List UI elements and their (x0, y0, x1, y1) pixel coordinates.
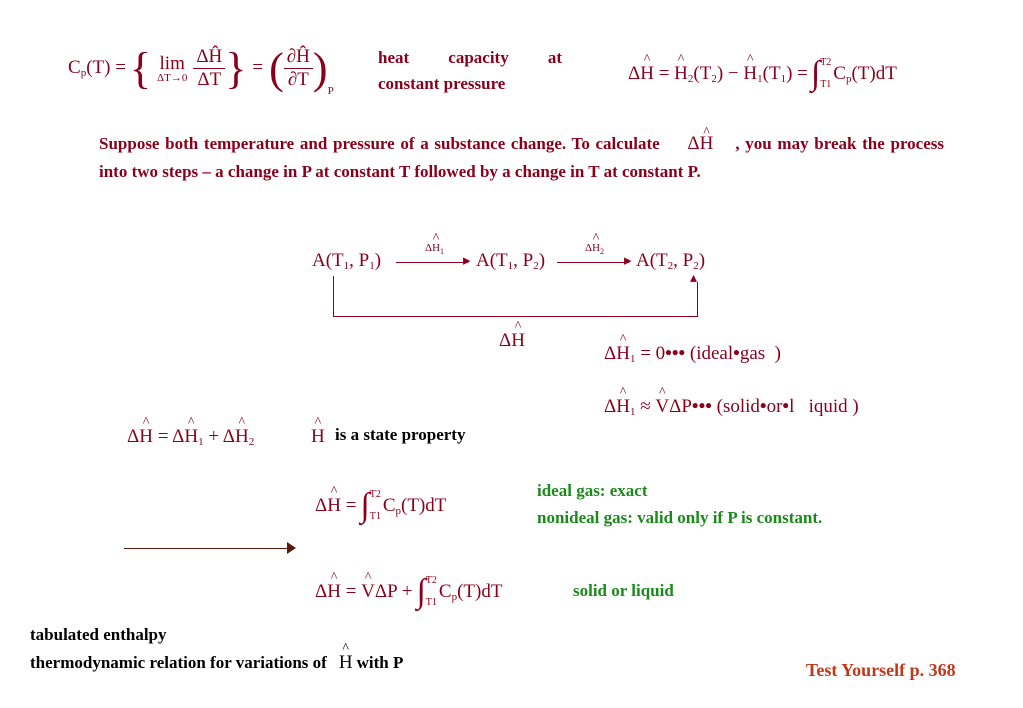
step2-label: Δ^ $H_2$ (585, 242, 604, 256)
footer-tabulated-enthalpy: tabulated enthalpy (30, 625, 167, 644)
left-paren: ( (269, 43, 284, 93)
cp-definition-lhs: $C_p(T)$ = (68, 57, 126, 79)
state-property-symbol: ^ H (311, 426, 325, 448)
overall-path-label: Δ^ H (499, 330, 525, 352)
gas-note-ideal: ideal gas: exact (537, 481, 648, 500)
test-yourself-reference: Test Yourself p. 368 (806, 660, 956, 680)
paragraph-text-part2: you may break the process into two steps – a change in P at constant T followed by a change in T at constant P. (99, 134, 945, 181)
right-paren: ) (312, 43, 328, 93)
step1-arrow (396, 262, 468, 263)
difference-quotient (193, 46, 225, 91)
step1-arrowhead: ▸ (463, 253, 471, 269)
right-brace: } (225, 43, 247, 93)
solid-case-note: solid or liquid (573, 581, 674, 600)
overall-path-bottom (333, 316, 698, 317)
pointer-arrow-line (124, 548, 290, 549)
gas-case-notes (537, 477, 822, 531)
integral-sign: ∫ (810, 55, 821, 92)
paragraph-text-part1: Suppose both temperature and pressure of a substance change. To calculate (99, 134, 660, 153)
step2-arrowhead: ▸ (624, 253, 632, 269)
gas-integral-lower: T1 (369, 511, 381, 522)
solid-case-equation: Δ^ H = ^ VΔP + ∫ T2 T1 $C_p(T)dT$ (315, 570, 502, 614)
pointer-arrowhead (287, 542, 296, 554)
limit-subscript: ΔT→0 (157, 71, 188, 84)
explanation-paragraph (99, 130, 944, 186)
footer-thermo-relation (30, 652, 403, 674)
limit-word: lim (159, 52, 185, 74)
integral-upper-limit: T2 (820, 57, 832, 68)
footer-with-p: with P (356, 653, 404, 672)
heat-capacity-line1: heat capacity at (378, 48, 562, 67)
overall-path-left (333, 276, 334, 317)
solid-liquid-condition: Δ^ $H_1$ ≈ ^ VΔP••• (solid•or•l iquid ) (604, 396, 859, 418)
constant-pressure-subscript: P (327, 85, 334, 97)
footer-relation-text: thermodynamic relation for variations of (30, 653, 327, 672)
partial-derivative (284, 46, 313, 91)
partial-numerator: ∂Ĥ (284, 46, 313, 69)
step1-label: Δ^ $H_1$ (425, 242, 444, 256)
state-1: $A(T_1$, $P_1$) (312, 250, 382, 272)
gas-note-nonideal: nonideal gas: valid only if P is constant. (537, 508, 823, 527)
gas-integral-sign: ∫ (360, 487, 370, 524)
gas-integral-upper: T2 (369, 489, 381, 500)
overall-path-arrowhead: ▴ (690, 271, 698, 286)
heat-capacity-caption (378, 45, 562, 97)
limit-operator (157, 53, 187, 84)
enthalpy-sum-equation: Δ^ H = Δ^ $H_1$ + Δ^ $H_2$ (127, 426, 254, 448)
state-3: $A(T_2$, $P_2$) (636, 250, 706, 272)
cp-definition-equation: $C_p(T)$ = { lim ΔT→0 $\frac{\Delta Ĥ}{\Delta T}$ } = ( $\frac{\partial Ĥ}{\partial T}$ ) P (68, 43, 334, 97)
integral-lower-limit: T1 (820, 79, 832, 90)
footer-h-symbol: ^ H (339, 652, 353, 674)
solid-integral-upper: T2 (425, 575, 437, 586)
enthalpy-change-integral: Δ^ H = ^ $H_2(T_2)$ − ^ $H_1(T_1)$ = ∫ T2 T1 $C_p(T)dT$ (628, 52, 897, 96)
state-2: $A(T_1$, $P_2$) (476, 250, 546, 272)
fraction-denominator: ΔT (197, 68, 222, 90)
state-property-label: is a state property (335, 425, 466, 444)
overall-path-right (697, 282, 698, 317)
paragraph-text-comma: , (735, 134, 740, 153)
partial-denominator: ∂T (287, 68, 309, 90)
heat-capacity-line2: constant pressure (378, 74, 506, 93)
solid-integral-lower: T1 (425, 597, 437, 608)
fraction-numerator: ΔĤ (193, 46, 225, 69)
solid-integral-sign: ∫ (416, 573, 426, 610)
step2-arrow (557, 262, 629, 263)
gas-case-equation: Δ^ H = ∫ T2 T1 $C_p(T)dT$ (315, 484, 446, 528)
left-brace: { (129, 43, 152, 93)
ideal-gas-condition: Δ^ $H_1$ = 0••• (ideal•gas ) (604, 343, 781, 365)
paragraph-inline-symbol: Δ^ H (687, 133, 713, 154)
